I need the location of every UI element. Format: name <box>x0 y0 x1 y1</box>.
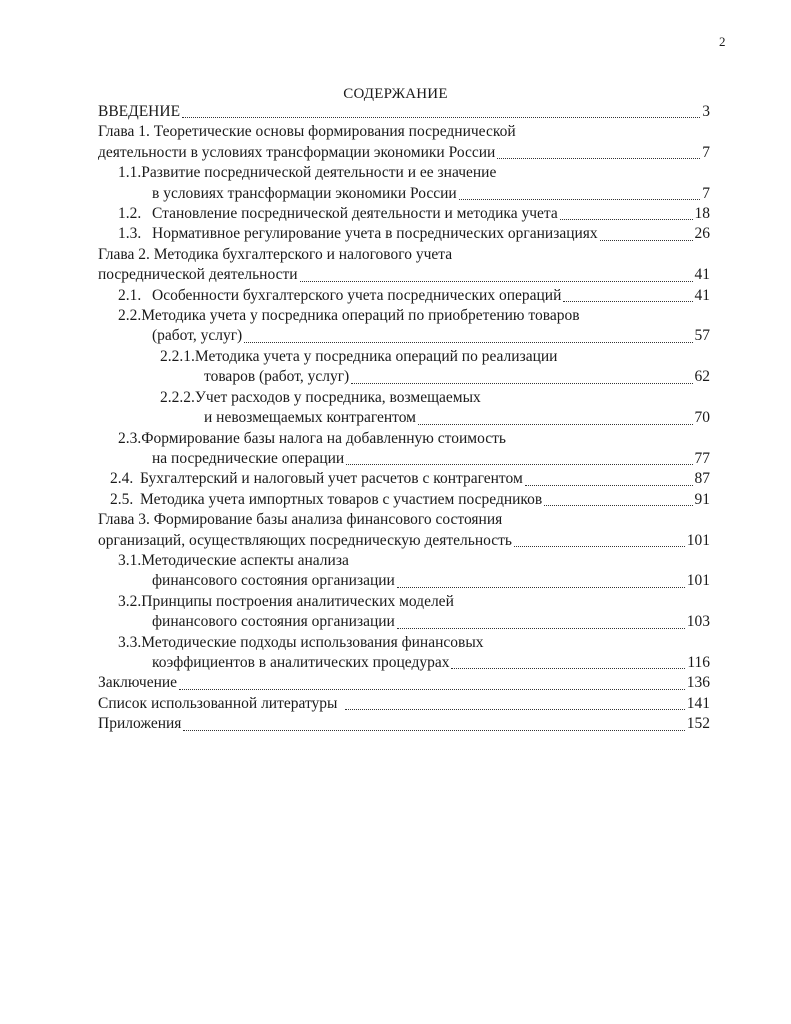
toc-entry-number: 3.3. <box>118 633 142 651</box>
toc-title: СОДЕРЖАНИЕ <box>343 86 448 102</box>
toc-entry-number: 1.3. <box>118 225 142 243</box>
toc-entry-text: организаций, осуществляющих посредническую деятельность <box>98 531 512 549</box>
toc-entry-2-1[interactable] <box>98 286 710 306</box>
toc-entry-page: 18 <box>694 205 710 223</box>
table-of-contents <box>98 102 710 735</box>
dot-leader <box>345 708 684 710</box>
toc-entry-chapter-3[interactable] <box>98 531 710 551</box>
toc-entry-text: на посреднические операции <box>152 449 345 467</box>
dot-leader <box>451 667 685 669</box>
toc-entry-1-1[interactable] <box>98 184 710 204</box>
toc-entry-chapter-2-line1: Глава 2. Методика бухгалтерского и налогового учета <box>98 245 453 263</box>
toc-entry-chapter-1[interactable] <box>98 143 710 163</box>
toc-entry-page: 141 <box>686 694 710 712</box>
toc-entry-text: Приложения <box>98 715 182 733</box>
toc-entry-1-3[interactable] <box>98 224 710 244</box>
toc-entry-3-1-line1 <box>98 551 710 571</box>
toc-entry-text: в условиях трансформации экономики России <box>152 184 457 202</box>
toc-entry-2-2-2[interactable] <box>98 408 710 428</box>
dot-leader <box>544 504 692 506</box>
toc-entry-text: финансового состояния организации <box>152 572 395 590</box>
toc-entry-3-1[interactable] <box>98 571 710 591</box>
toc-entry-text-line1: Развитие посреднической деятельности и ее значение <box>141 164 497 182</box>
dot-leader <box>351 382 692 384</box>
toc-entry-text-line1: Учет расходов у посредника, возмещаемых <box>194 388 481 406</box>
toc-entry-text: и невозмещаемых контрагентом <box>204 409 416 427</box>
toc-entry-page: 116 <box>687 653 710 671</box>
toc-entry-page: 77 <box>694 449 710 467</box>
toc-entry-number: 2.3. <box>118 429 142 447</box>
toc-entry-text: деятельности в условиях трансформации экономики России <box>98 143 496 161</box>
dot-leader <box>497 157 700 159</box>
toc-entry-page: 101 <box>686 572 710 590</box>
toc-entry-number: 1.2. <box>118 205 142 223</box>
toc-entry-text: коэффициентов в аналитических процедурах <box>152 653 450 671</box>
dot-leader <box>563 300 692 302</box>
toc-entry-text: финансового состояния организации <box>152 613 395 631</box>
toc-entry-text: Особенности бухгалтерского учета посреднических операций <box>152 286 562 304</box>
toc-entry-2-2-2-line1 <box>98 388 710 408</box>
toc-entry-text: посреднической деятельности <box>98 266 298 284</box>
toc-entry-text-line1: Методика учета у посредника операций по реализации <box>194 347 558 365</box>
toc-entry-3-2-line1 <box>98 592 710 612</box>
toc-entry-page: 3 <box>702 103 710 120</box>
toc-entry-page: 57 <box>694 327 710 345</box>
dot-leader <box>183 729 684 731</box>
toc-entry-conclusion[interactable] <box>98 673 710 693</box>
toc-entry-3-2[interactable] <box>98 612 710 632</box>
toc-entry-text: ВВЕДЕНИЕ <box>98 103 181 120</box>
toc-entry-text-line1: Формирование базы налога на добавленную стоимость <box>141 429 506 447</box>
dot-leader <box>514 545 685 547</box>
toc-entry-2-2-line1 <box>98 306 710 326</box>
dot-leader <box>560 218 693 220</box>
toc-entry-text: (работ, услуг) <box>152 327 243 345</box>
toc-entry-text: Методика учета импортных товаров с участием посредников <box>140 490 543 508</box>
toc-entry-chapter-1-line1: Глава 1. Теоретические основы формирования посреднической <box>98 123 516 141</box>
dot-leader <box>525 484 693 486</box>
toc-entry-1-2[interactable] <box>98 204 710 224</box>
toc-entry-number: 3.2. <box>118 592 142 610</box>
toc-entry-page: 103 <box>686 613 710 631</box>
toc-entry-page: 101 <box>686 531 710 549</box>
toc-entry-number: 2.4. <box>110 470 134 488</box>
toc-entry-page: 41 <box>694 286 710 304</box>
dot-leader <box>418 423 693 425</box>
dot-leader <box>600 239 693 241</box>
dot-leader <box>397 586 685 588</box>
toc-entry-2-2-1[interactable] <box>98 367 710 387</box>
toc-entry-text-line1: Принципы построения аналитических моделей <box>141 592 454 610</box>
toc-entry-text: Бухгалтерский и налоговый учет расчетов с контрагентом <box>140 470 523 488</box>
toc-entry-page: 70 <box>694 409 710 427</box>
toc-entry-chapter-2[interactable] <box>98 265 710 285</box>
toc-entry-page: 91 <box>694 490 710 508</box>
toc-entry-number: 2.2.2. <box>160 388 195 406</box>
toc-entry-page: 136 <box>686 674 710 692</box>
dot-leader <box>182 116 700 118</box>
toc-entry-text-line1: Методика учета у посредника операций по приобретению товаров <box>141 307 580 325</box>
toc-entry-number: 1.1. <box>118 164 142 182</box>
toc-entry-2-5[interactable] <box>98 490 710 510</box>
toc-entry-text: товаров (работ, услуг) <box>204 368 350 386</box>
toc-entry-page: 7 <box>702 184 710 202</box>
toc-entry-page: 7 <box>702 143 710 161</box>
toc-entry-text: Становление посреднической деятельности и методика учета <box>152 205 558 223</box>
toc-entry-text-line1: Методические подходы использования финансовых <box>141 633 484 651</box>
toc-entry-3-3[interactable] <box>98 653 710 673</box>
toc-entry-page: 26 <box>694 225 710 243</box>
toc-entry-number: 2.2.1. <box>160 347 195 365</box>
toc-entry-number: 3.1. <box>118 551 142 569</box>
toc-entry-chapter-3-line1: Глава 3. Формирование базы анализа финансового состояния <box>98 511 503 529</box>
toc-entry-2-2-1-line1 <box>98 347 710 367</box>
toc-entry-3-3-line1 <box>98 633 710 653</box>
toc-entry-bibliography[interactable] <box>98 694 710 714</box>
toc-entry-number: 2.2. <box>118 307 142 325</box>
toc-entry-2-2[interactable] <box>98 326 710 346</box>
toc-entry-number: 2.1. <box>118 286 142 304</box>
dot-leader <box>179 688 685 690</box>
toc-entry-1-1-line1 <box>98 163 710 183</box>
page-number: 2 <box>719 34 726 49</box>
dot-leader <box>397 627 685 629</box>
toc-entry-number: 2.5. <box>110 490 134 508</box>
dot-leader <box>300 280 693 282</box>
toc-entry-2-3[interactable] <box>98 449 710 469</box>
toc-entry-page: 152 <box>686 715 710 733</box>
toc-entry-text: Список использованной литературы <box>98 694 338 712</box>
dot-leader <box>346 463 692 465</box>
toc-entry-appendices[interactable] <box>98 714 710 734</box>
toc-entry-2-4[interactable] <box>98 469 710 489</box>
toc-entry-page: 62 <box>694 368 710 386</box>
dot-leader <box>244 341 692 343</box>
toc-entry-text: Нормативное регулирование учета в посреднических организациях <box>152 225 598 243</box>
toc-entry-text: Заключение <box>98 674 178 692</box>
toc-entry-2-3-line1 <box>98 429 710 449</box>
toc-entry-page: 41 <box>694 266 710 284</box>
dot-leader <box>459 198 701 200</box>
toc-entry-introduction[interactable] <box>98 102 710 122</box>
toc-entry-text-line1: Методические аспекты анализа <box>141 551 349 569</box>
toc-entry-page: 87 <box>694 470 710 488</box>
